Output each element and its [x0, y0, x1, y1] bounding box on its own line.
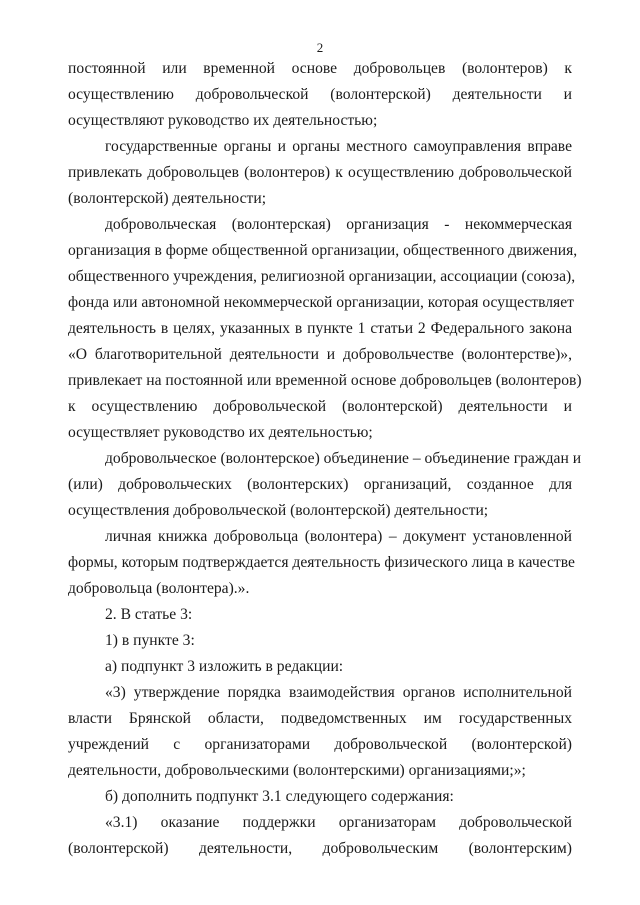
text-line: государственные органы и органы местного самоуправления вправе [105, 138, 572, 155]
text-line: личная книжка добровольца (волонтера) – документ установленной [105, 528, 572, 545]
text-line: власти Брянской области, подведомственных им государственных [68, 710, 572, 727]
text-line: общественного учреждения, религиозной организации, ассоциации (союза), [68, 268, 576, 285]
text-line: 2. В статье 3: [105, 606, 193, 623]
text-line: осуществляют руководство их деятельностью; [68, 112, 378, 129]
text-line: «3.1) оказание поддержки организаторам добровольческой [105, 814, 572, 831]
text-line: (или) добровольческих (волонтерских) организаций, созданное для [68, 476, 572, 493]
text-line: деятельность в целях, указанных в пункте 1 статьи 2 Федерального закона [68, 320, 572, 337]
text-line: деятельности, добровольческими (волонтерскими) организациями;»; [68, 762, 526, 779]
text-line: осуществлению добровольческой (волонтерской) деятельности и [68, 86, 572, 103]
text-line: (волонтерской) деятельности, добровольческим (волонтерским) [68, 840, 572, 857]
text-line: постоянной или временной основе добровольцев (волонтеров) к [68, 60, 572, 77]
text-line: 1) в пункте 3: [105, 632, 195, 649]
text-line: добровольческая (волонтерская) организация - некоммерческая [105, 216, 572, 233]
text-line: б) дополнить подпункт 3.1 следующего содержания: [105, 788, 454, 805]
text-line: «О благотворительной деятельности и добровольчестве (волонтерстве)», [68, 346, 572, 363]
text-line: добровольческое (волонтерское) объединение – объединение граждан и [105, 450, 582, 467]
text-line: «3) утверждение порядка взаимодействия органов исполнительной [105, 684, 572, 701]
text-line: к осуществлению добровольческой (волонтерской) деятельности и [68, 398, 572, 415]
text-line: осуществления добровольческой (волонтерской) деятельности; [68, 502, 489, 519]
text-line: учреждений с организаторами добровольческой (волонтерской) [68, 736, 572, 753]
text-line: формы, которым подтверждается деятельность физического лица в качестве [68, 554, 575, 571]
text-line: а) подпункт 3 изложить в редакции: [105, 658, 344, 675]
text-line: добровольца (волонтера).». [68, 580, 250, 597]
text-line: (волонтерской) деятельности; [68, 190, 267, 207]
page-number: 2 [316, 40, 324, 55]
text-line: привлекать добровольцев (волонтеров) к осуществлению добровольческой [68, 164, 572, 181]
text-line: осуществляет руководство их деятельностью; [68, 424, 373, 441]
text-line: привлекает на постоянной или временной основе добровольцев (волонтеров) [68, 372, 582, 389]
text-line: организация в форме общественной организации, общественного движения, [68, 242, 578, 259]
document-body [68, 56, 582, 862]
text-line: фонда или автономной некоммерческой организации, которая осуществляет [68, 294, 574, 311]
